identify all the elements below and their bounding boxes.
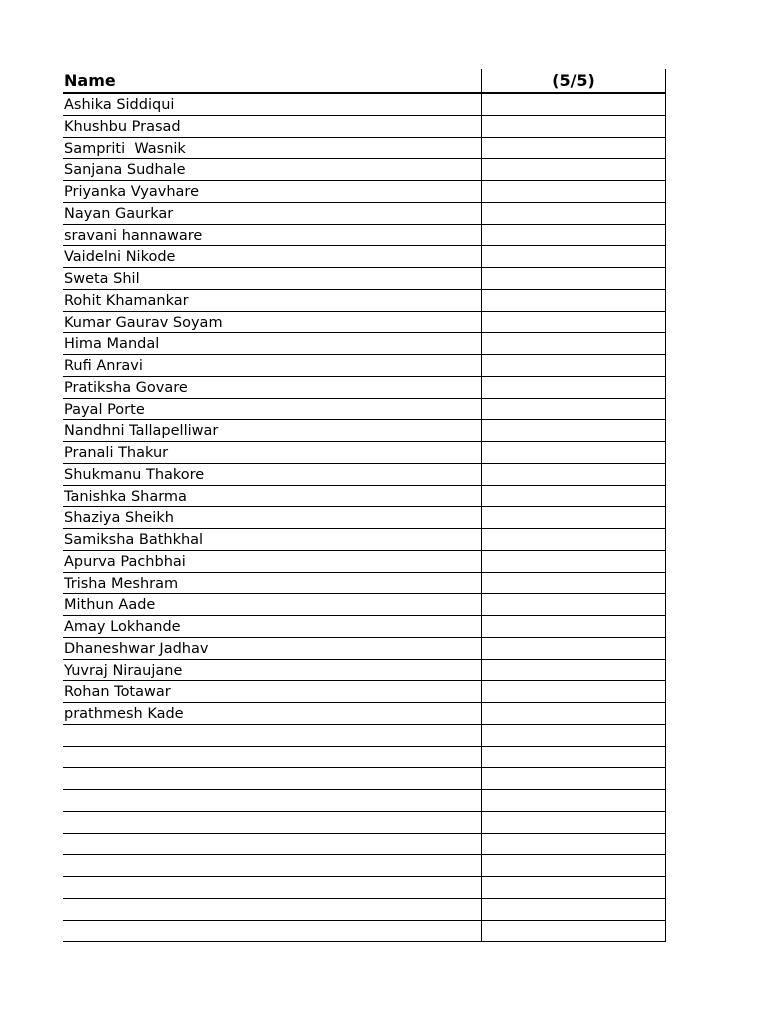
student-name-cell[interactable]: Sanjana Sudhale (64, 162, 186, 179)
score-cell[interactable] (481, 333, 666, 354)
student-name-cell[interactable]: sravani hannaware (64, 227, 203, 244)
student-name-cell[interactable]: Khushbu Prasad (64, 118, 181, 135)
table-row (63, 159, 666, 181)
student-name-cell[interactable]: Ashika Siddiqui (64, 97, 175, 113)
score-cell[interactable] (481, 116, 666, 137)
table-row (63, 790, 666, 812)
student-name-cell[interactable]: Rufi Anravi (64, 358, 143, 374)
score-cell[interactable] (481, 638, 666, 659)
score-cell[interactable] (481, 790, 666, 811)
score-cell[interactable] (481, 660, 666, 681)
student-name-cell[interactable]: Trisha Meshram (64, 575, 179, 592)
score-cell[interactable] (481, 399, 666, 420)
score-cell[interactable] (481, 290, 666, 311)
table-row (63, 616, 666, 638)
table-row (63, 268, 666, 290)
score-cell[interactable] (481, 203, 666, 224)
student-name-cell[interactable]: Mithun Aade (64, 597, 156, 614)
table-row (63, 638, 666, 660)
table-row (63, 420, 666, 442)
score-cell[interactable] (481, 921, 666, 942)
table-row (63, 486, 666, 508)
table-row (63, 529, 666, 551)
table-row (63, 594, 666, 616)
score-cell[interactable] (481, 159, 666, 180)
score-cell[interactable] (481, 725, 666, 746)
student-name-cell[interactable]: prathmesh Kade (64, 706, 184, 722)
table-row (63, 94, 666, 116)
score-cell[interactable] (481, 747, 666, 768)
student-name-cell[interactable]: Pranali Thakur (64, 445, 169, 461)
student-name-cell[interactable]: Vaidelni Nikode (64, 249, 176, 266)
table-row (63, 464, 666, 486)
table-row (63, 399, 666, 421)
table-row (63, 246, 666, 268)
score-cell[interactable] (481, 442, 666, 463)
table-row (63, 181, 666, 203)
student-name-cell[interactable] (63, 812, 481, 833)
score-cell[interactable] (481, 616, 666, 637)
score-cell[interactable] (481, 877, 666, 898)
table-row (63, 225, 666, 247)
score-cell[interactable] (481, 703, 666, 724)
student-name-cell[interactable]: Pratiksha Govare (64, 379, 188, 396)
student-name-cell[interactable]: Amay Lokhande (64, 619, 181, 635)
table-row (63, 333, 666, 355)
score-cell[interactable] (481, 355, 666, 376)
score-cell[interactable] (481, 464, 666, 485)
score-cell[interactable] (481, 246, 666, 267)
table-row (63, 660, 666, 682)
table-row (63, 116, 666, 138)
name-column-header: Name (64, 71, 116, 90)
table-row (63, 377, 666, 399)
score-cell[interactable] (481, 834, 666, 855)
table-row (63, 921, 666, 943)
table-body (63, 94, 666, 942)
score-cell[interactable] (481, 312, 666, 333)
score-cell[interactable] (481, 812, 666, 833)
score-cell[interactable] (481, 377, 666, 398)
student-name-cell[interactable]: Samiksha Bathkhal (64, 532, 204, 548)
table-row (63, 899, 666, 921)
student-name-cell[interactable]: Kumar Gaurav Soyam (64, 314, 223, 331)
table-row (63, 834, 666, 856)
table-header-row (63, 69, 666, 94)
attendance-sheet (63, 69, 666, 942)
score-cell[interactable] (481, 768, 666, 789)
student-name-cell[interactable]: Rohan Totawar (64, 684, 171, 701)
student-name-cell[interactable]: Nayan Gaurkar (64, 205, 174, 222)
score-column-header: (5/5) (481, 69, 666, 92)
student-name-cell[interactable]: Shaziya Sheikh (64, 510, 174, 527)
student-name-cell[interactable] (63, 725, 481, 746)
student-name-cell[interactable]: Rohit Khamankar (64, 292, 189, 309)
score-cell[interactable] (481, 594, 666, 615)
table-row (63, 877, 666, 899)
table-row (63, 703, 666, 725)
table-row (63, 812, 666, 834)
score-cell[interactable] (481, 420, 666, 441)
score-cell[interactable] (481, 507, 666, 528)
student-name-cell[interactable] (63, 899, 481, 920)
score-cell[interactable] (481, 181, 666, 202)
score-cell[interactable] (481, 94, 666, 115)
table-row (63, 747, 666, 769)
table-row (63, 681, 666, 703)
student-name-cell[interactable] (63, 747, 481, 768)
student-name-cell[interactable]: Apurva Pachbhai (64, 553, 186, 570)
table-row (63, 768, 666, 790)
student-name-cell[interactable]: Dhaneshwar Jadhav (64, 640, 209, 657)
table-row (63, 355, 666, 377)
student-name-cell[interactable]: Hima Mandal (64, 336, 160, 353)
score-cell[interactable] (481, 855, 666, 876)
score-cell[interactable] (481, 529, 666, 550)
score-cell[interactable] (481, 551, 666, 572)
score-cell[interactable] (481, 681, 666, 702)
table-row (63, 855, 666, 877)
score-cell[interactable] (481, 486, 666, 507)
score-cell[interactable] (481, 899, 666, 920)
student-name-cell[interactable]: Yuvraj Niraujane (64, 662, 183, 679)
student-name-cell[interactable] (63, 855, 481, 876)
student-name-cell[interactable]: Payal Porte (64, 401, 145, 418)
student-name-cell[interactable] (63, 921, 481, 942)
score-cell[interactable] (481, 138, 666, 159)
table-row (63, 573, 666, 595)
student-name-cell[interactable]: Priyanka Vyavhare (64, 184, 199, 200)
score-cell[interactable] (481, 225, 666, 246)
table-row (63, 312, 666, 334)
student-name-cell[interactable]: Nandhni Tallapelliwar (64, 423, 219, 440)
table-row (63, 725, 666, 747)
student-name-cell[interactable] (63, 834, 481, 855)
student-name-cell[interactable] (63, 877, 481, 898)
student-name-cell[interactable]: Tanishka Sharma (64, 488, 187, 505)
student-name-cell[interactable]: Sampriti Wasnik (64, 140, 186, 157)
student-name-cell[interactable] (63, 790, 481, 811)
score-cell[interactable] (481, 573, 666, 594)
student-name-cell[interactable]: Shukmanu Thakore (64, 466, 205, 483)
student-name-cell[interactable] (63, 768, 481, 789)
table-row (63, 442, 666, 464)
table-row (63, 551, 666, 573)
table-row (63, 203, 666, 225)
score-cell[interactable] (481, 268, 666, 289)
table-row (63, 290, 666, 312)
table-row (63, 138, 666, 160)
student-name-cell[interactable]: Sweta Shil (64, 271, 140, 287)
table-row (63, 507, 666, 529)
